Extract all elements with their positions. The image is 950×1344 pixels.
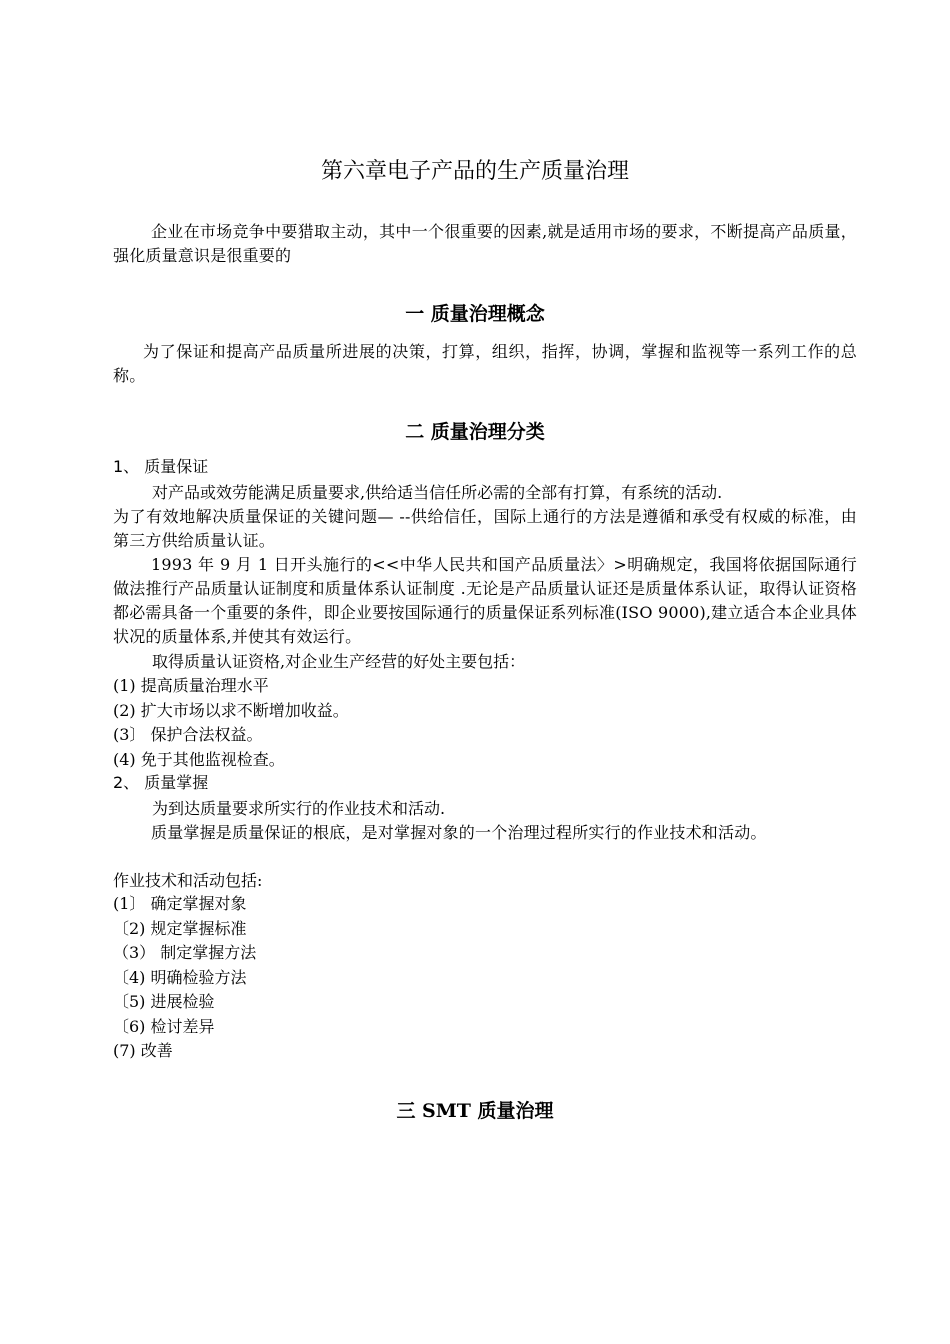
subsection-1-heading: 1、 质量保证 <box>113 457 209 476</box>
list-item: 〔2) 规定掌握标准 <box>113 918 247 938</box>
intro-paragraph: 企业在市场竞争中要猎取主动，其中一个很重要的因素,就是适用市场的要求，不断提高产品质量，强化质量意识是很重要的 <box>113 222 857 265</box>
benefits-list <box>113 674 857 772</box>
section-1-heading: 一 质量治理概念 <box>405 303 545 325</box>
list-item: 〔4) 明确检验方法 <box>113 967 247 987</box>
list-item: (4) 免于其他监视检查。 <box>113 749 285 769</box>
list-item: (1〕 确定掌握对象 <box>113 894 247 913</box>
section-3-heading: 三 SMT 质量治理 <box>396 1100 554 1122</box>
section-1-body: 为了保证和提高产品质量所进展的决策，打算，组织，指挥，协调，掌握和监视等一系列工作的总称。 <box>113 342 857 385</box>
list-item: (1) 提高质量治理水平 <box>113 676 269 695</box>
subsection-2-paragraph-1: 为到达质量要求所实行的作业技术和活动. <box>152 799 446 818</box>
list-item: (2) 扩大市场以求不断增加收益。 <box>113 700 349 720</box>
list-item: (3〕 保护合法权益。 <box>113 725 263 744</box>
list-item: （3） 制定掌握方法 <box>113 943 257 962</box>
subsection-2-paragraph-3: 作业技术和活动包括: <box>113 871 263 890</box>
section-2-heading: 二 质量治理分类 <box>405 421 545 443</box>
list-item: (7) 改善 <box>113 1041 173 1060</box>
subsection-1-paragraph-1-continued: 为了有效地解决质量保证的关键问题— --供给信任，国际上通行的方法是遵循和承受有权威的标准，由第三方供给质量认证。 <box>113 507 857 550</box>
list-item: 〔6) 检讨差异 <box>113 1016 215 1036</box>
page-title: 第六章电子产品的生产质量治理 <box>320 159 629 184</box>
subsection-1-paragraph-3: 取得质量认证资格,对企业生产经营的好处主要包括： <box>152 652 526 671</box>
subsection-2-paragraph-2: 质量掌握是质量保证的根底，是对掌握对象的一个治理过程所实行的作业技术和活动。 <box>151 823 767 842</box>
subsection-2-heading: 2、 质量掌握 <box>113 773 209 792</box>
list-item: 〔5) 进展检验 <box>113 992 215 1011</box>
control-steps-list <box>113 892 857 1064</box>
subsection-1-paragraph-2: 1993 年 9 月 1 日开头施行的<<中华人民共和国产品质量法〉>明确规定，我国将依据国际通行做法推行产品质量认证制度和质量体系认证制度 .无论是产品质量认证还是质量体系认证，取得认证资格都必需具备一个重要的条件，即企业要按国际通行的质量保证系列标准(ISO 9000),建立适合本企业具体状况的质量体系,并使其有效运行。 <box>113 555 857 646</box>
subsection-1-paragraph-1: 对产品或效劳能满足质量要求,供给适当信任所必需的全部有打算，有系统的活动. <box>152 483 723 502</box>
